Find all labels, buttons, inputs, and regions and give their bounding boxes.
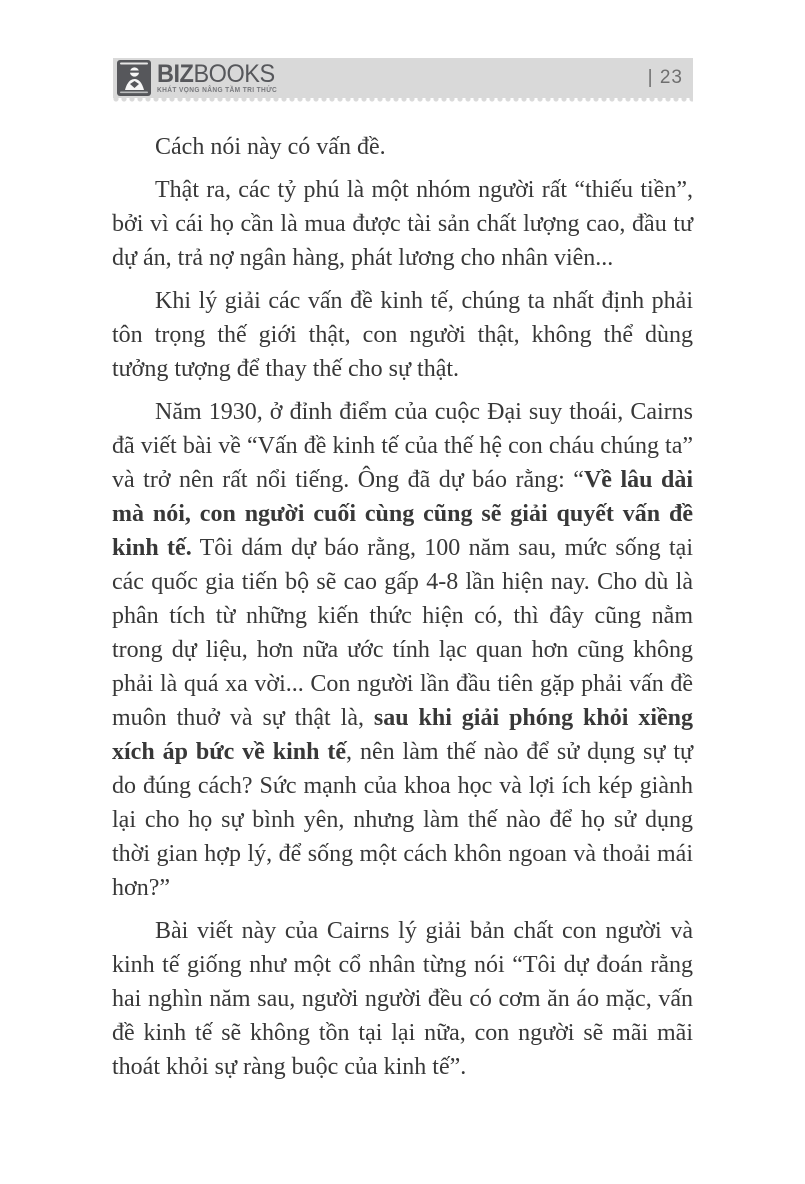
text-run: Tôi dám dự báo rằng, 100 năm sau, mức sống tại các quốc gia tiến bộ sẽ cao gấp 4-8 lần hiện nay. Cho dù là phân tích từ những kiến thức hiện có, thì đây cũng nằm trong dự liệu, hơn nữa ước tính lạc quan hơn cũng không phải là quá xa vời... Con người lần đầu tiên gặp phải vấn đề muôn thuở và sự thật là,: [112, 535, 693, 731]
brand-name-books: BOOKS: [193, 60, 275, 88]
publisher-brand: [117, 58, 285, 98]
brand-name-biz: BIZ: [157, 60, 194, 88]
brand-tagline: KHÁT VỌNG NÂNG TẦM TRI THỨC: [157, 87, 278, 94]
bold-text-run: Về lâu dài mà nói, con người cuối cùng cũng sẽ giải quyết vấn đề kinh tế.: [112, 467, 694, 561]
text-run: , nên làm thế nào để sử dụng sự tự do đúng cách? Sức mạnh của khoa học và lợi ích kép giành lại cho họ sự bình yên, nhưng làm thế nào để họ sử dụng thời gian hợp lý, để sống một cách khôn ngoan và thoải mái hơn?”: [112, 739, 693, 901]
page-number: | 23: [647, 67, 683, 88]
text-run: Thật ra, các tỷ phú là một nhóm người rất “thiếu tiền”, bởi vì cái họ cần là mua được tài sản chất lượng cao, đầu tư dự án, trả nợ ngân hàng, phát lương cho nhân viên...: [112, 177, 693, 271]
text-run: Năm 1930, ở đỉnh điểm của cuộc Đại suy thoái, Cairns đã viết bài về “Vấn đề kinh tế của thế hệ con cháu chúng ta” và trở nên rất nổi tiếng. Ông đã dự báo rằng: “: [112, 399, 693, 493]
text-run: Bài viết này của Cairns lý giải bản chất con người và kinh tế giống như một cổ nhân từng nói “Tôi dự đoán rằng hai nghìn năm sau, người người đều có cơm ăn áo mặc, vấn đề kinh tế sẽ không tồn tại lại nữa, con người sẽ mãi mãi thoát khỏi sự ràng buộc của kinh tế”.: [112, 918, 693, 1080]
brand-name: [157, 62, 277, 86]
text-run: Cách nói này có vấn đề.: [155, 134, 386, 160]
paragraph: [112, 173, 693, 275]
content-area: [112, 130, 693, 1093]
paragraph: [112, 130, 693, 164]
brand-text: [157, 62, 277, 94]
paragraph: [112, 395, 693, 905]
bizbooks-logo-icon: [117, 60, 151, 96]
bold-text-run: sau khi giải phóng khỏi xiềng xích áp bức về kinh tế: [112, 705, 693, 765]
paragraph: [112, 284, 693, 386]
perforated-edge: [113, 98, 693, 103]
paragraph: [112, 914, 693, 1084]
header-bar: [113, 58, 693, 98]
text-run: Khi lý giải các vấn đề kinh tế, chúng ta nhất định phải tôn trọng thế giới thật, con người thật, không thể dùng tưởng tượng để thay thế cho sự thật.: [112, 288, 693, 382]
